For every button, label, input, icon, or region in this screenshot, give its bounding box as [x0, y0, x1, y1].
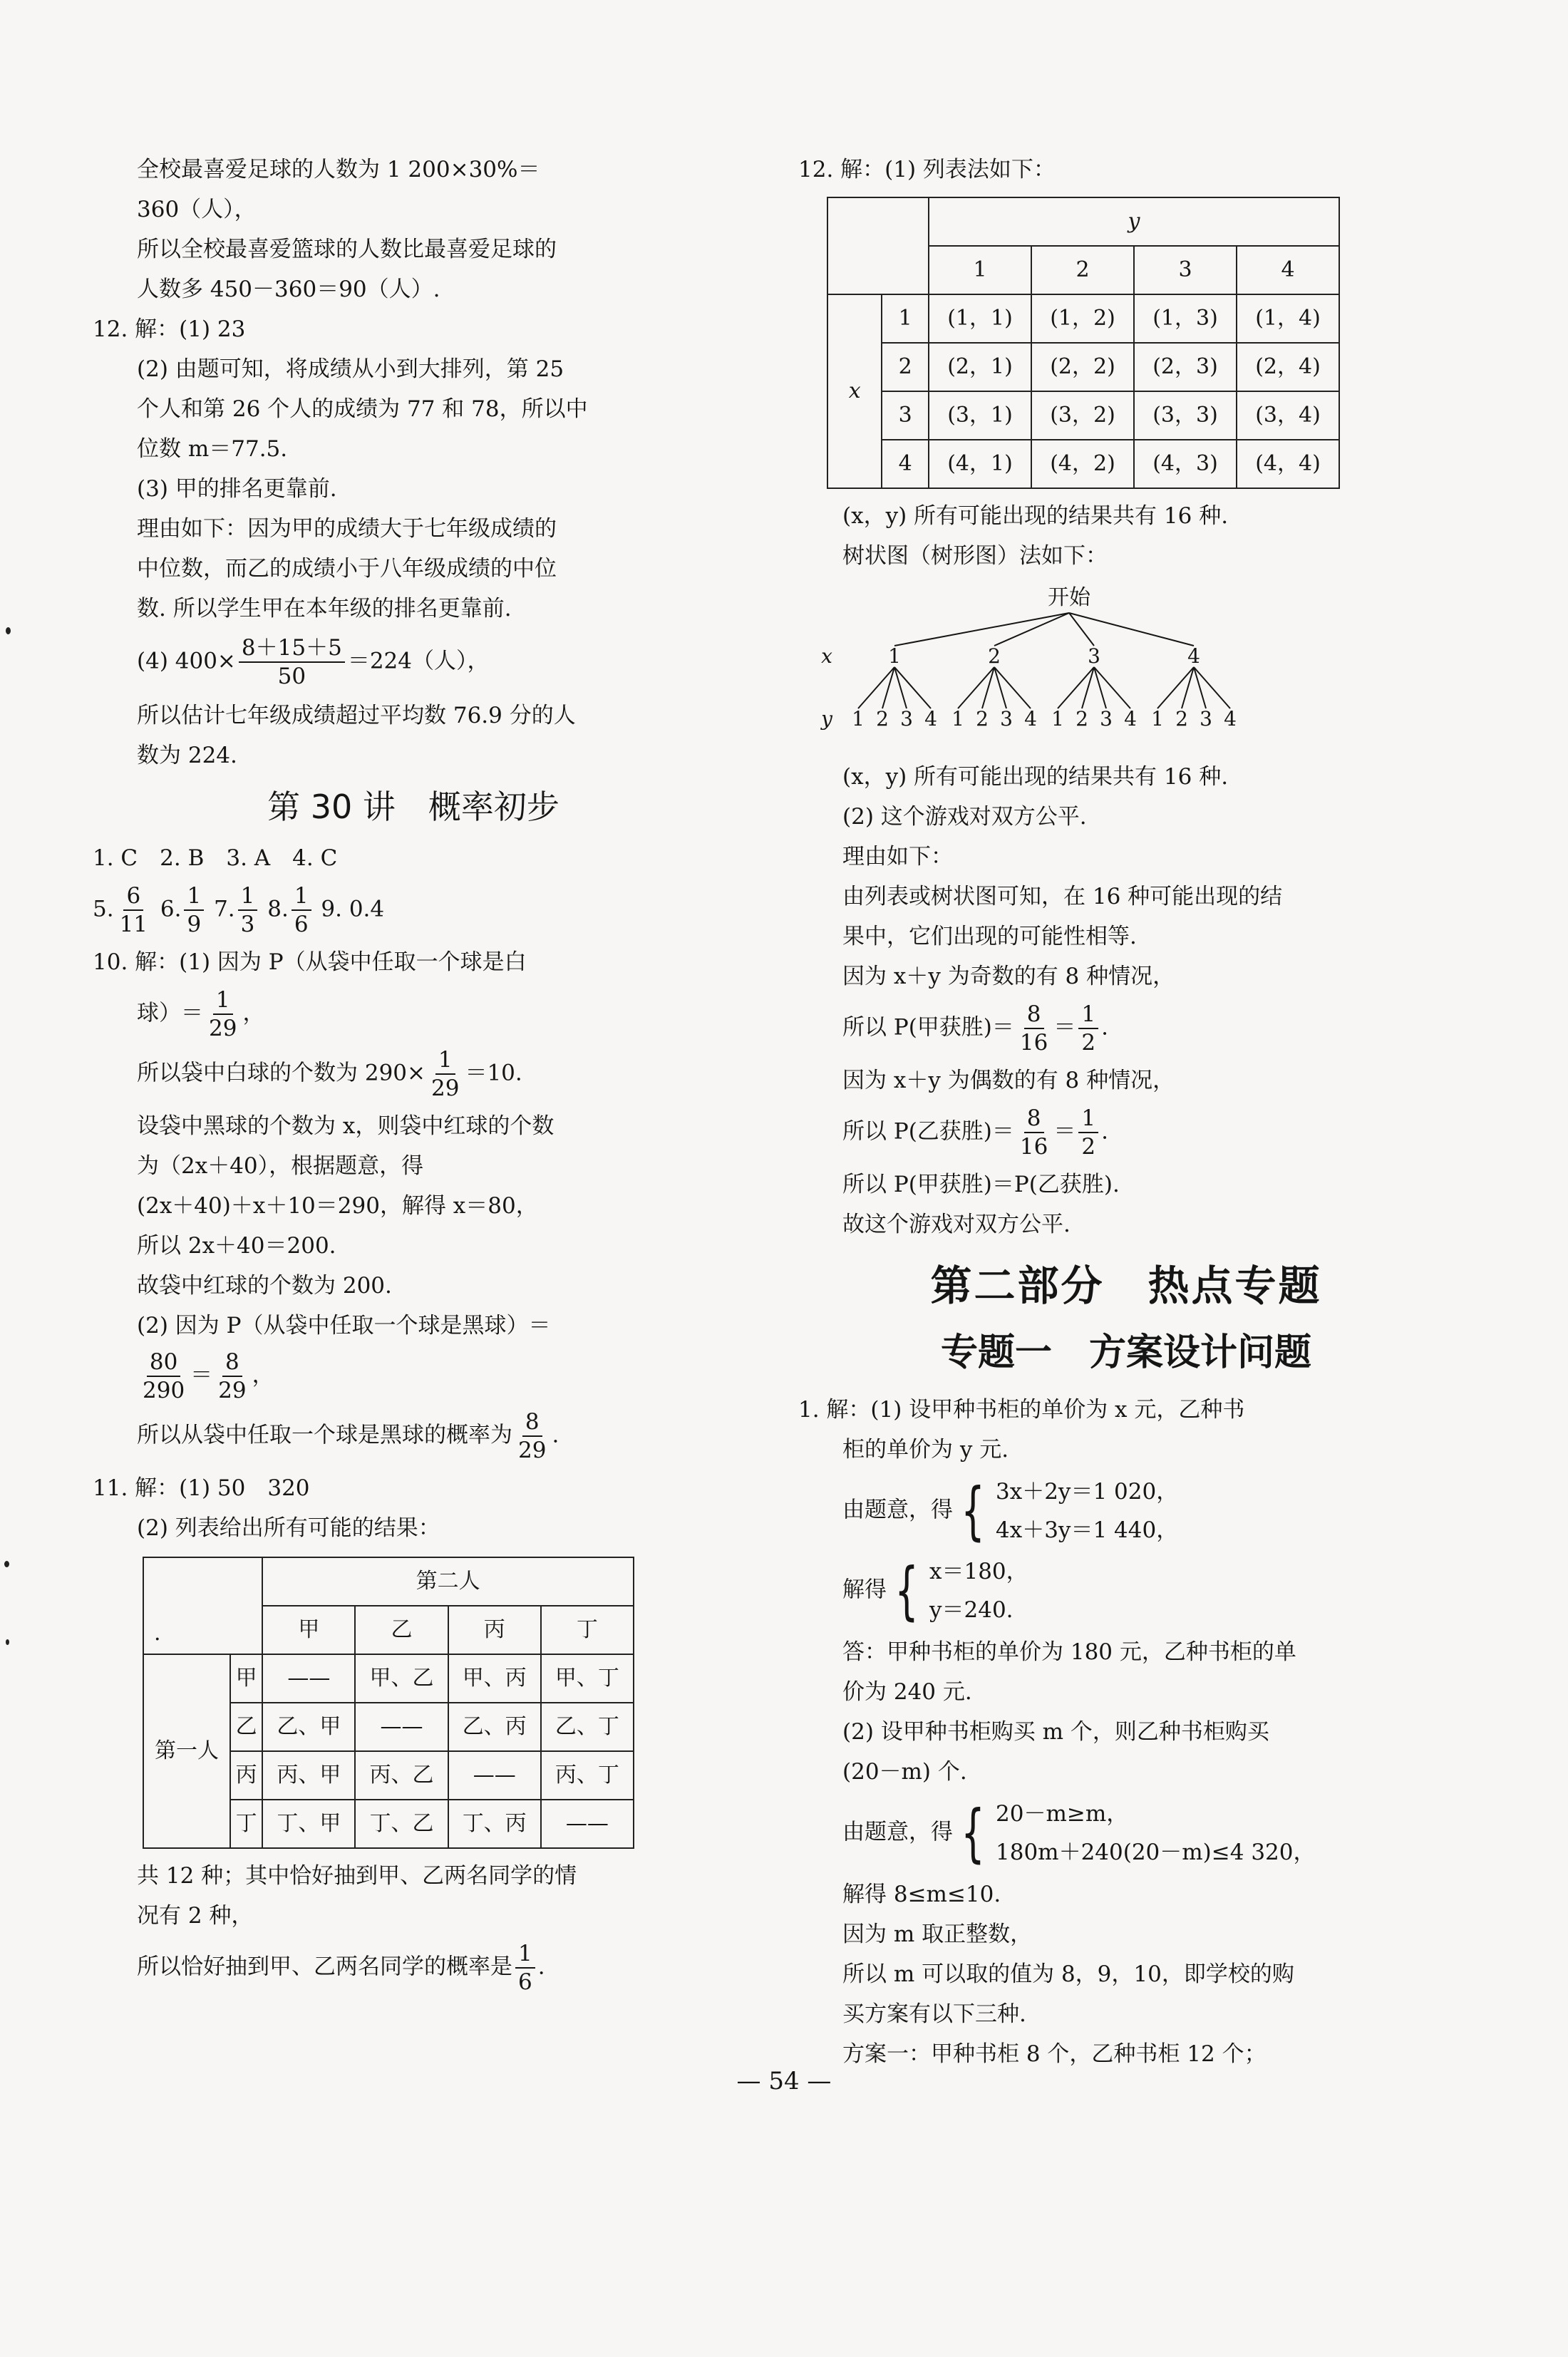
text-line: 买方案有以下三种.	[842, 2001, 1026, 2027]
fraction	[1078, 1105, 1098, 1160]
text-line: (2) 设甲种书柜购买 m 个，则乙种书柜购买	[842, 1719, 1269, 1745]
text-line: 理由如下：因为甲的成绩大于七年级成绩的	[137, 516, 557, 542]
table-cell: 乙、丁	[541, 1703, 634, 1751]
denominator: 16	[1019, 1030, 1048, 1056]
topic-title: 专题一 方案设计问题	[940, 1331, 1311, 1374]
table-cell: (3，2)	[1031, 391, 1134, 440]
text-span: 所以恰好抽到甲、乙两名同学的概率是	[137, 1954, 512, 1980]
formula-line	[93, 634, 734, 690]
pair-table	[827, 197, 1340, 489]
tree-leaf: 1	[852, 707, 865, 731]
table-cell: (2，4)	[1237, 343, 1339, 391]
table-cell: 丙、甲	[262, 1751, 355, 1800]
print-speck	[6, 1639, 9, 1645]
tree-diagram	[798, 583, 1340, 740]
table-cell: (1，2)	[1031, 294, 1134, 343]
fraction	[1017, 1001, 1051, 1056]
tree-leaf: 1	[1051, 707, 1064, 731]
col-header: 乙	[355, 1606, 448, 1654]
inequality-system	[953, 1795, 1316, 1872]
text-line: (2) 由题可知，将成绩从小到大排列，第 25	[137, 356, 564, 382]
table-cell: 丁、丙	[448, 1800, 541, 1848]
lecture-title: 第 30 讲 概率初步	[267, 788, 559, 826]
fraction	[1017, 1105, 1051, 1160]
brace-glyph: {	[894, 1554, 919, 1627]
text-line: 个人和第 26 个人的成绩为 77 和 78，所以中	[137, 396, 588, 422]
numerator: 8	[1024, 1105, 1044, 1133]
table-cell: (4，2)	[1031, 440, 1134, 488]
tree-node: 3	[1088, 644, 1100, 668]
brace-glyph: {	[961, 1474, 985, 1547]
equation: y＝240.	[929, 1597, 1013, 1623]
table-cell: (3，4)	[1237, 391, 1339, 440]
people-table	[143, 1557, 634, 1849]
system-line	[798, 1552, 1454, 1629]
fraction	[292, 882, 311, 938]
tree-leaf: 4	[1224, 707, 1237, 731]
equation: 4x＋3y＝1 440，	[996, 1517, 1179, 1543]
col-header: 3	[1134, 246, 1237, 294]
table-header: 第二人	[262, 1557, 634, 1606]
table-cell: ——	[541, 1800, 634, 1848]
text-span: (4) 400×	[137, 648, 236, 674]
denominator: 29	[218, 1378, 247, 1403]
col-header: 丙	[448, 1606, 541, 1654]
denominator: 50	[277, 664, 306, 689]
text-line: (20－m) 个.	[842, 1759, 967, 1785]
fraction	[215, 1348, 249, 1404]
table-row	[827, 440, 1339, 488]
text-span: ＝	[1053, 1118, 1076, 1145]
text-span: ＝10.	[465, 1060, 522, 1086]
tree-leaf: 4	[1024, 707, 1037, 731]
text-span: 球）＝	[137, 1000, 203, 1026]
text-line: (2x＋40)＋x＋10＝290，解得 x＝80，	[137, 1193, 538, 1219]
answer-label: 5.	[93, 896, 114, 922]
table-corner	[827, 197, 929, 294]
tree-node: 1	[888, 644, 901, 668]
text-span: ＝224（人），	[347, 648, 490, 674]
table-cell: 丙、丁	[541, 1751, 634, 1800]
tree-leaf: 3	[1000, 707, 1013, 731]
text-span: 所以从袋中任取一个球是黑球的概率为	[137, 1422, 512, 1448]
text-span: .	[537, 1954, 545, 1980]
tree-node: 2	[988, 644, 1001, 668]
table-row	[827, 391, 1339, 440]
denominator: 6	[518, 1969, 532, 1995]
fraction	[515, 1940, 535, 1996]
text-line: 1. 解：(1) 设甲种书柜的单价为 x 元，乙种书	[798, 1397, 1245, 1423]
row-header: 4	[882, 440, 929, 488]
numerator: 1	[1078, 1001, 1098, 1029]
numerator: 1	[238, 882, 258, 911]
table-row	[143, 1654, 634, 1703]
row-header: 丙	[230, 1751, 262, 1800]
numerator: 8	[1024, 1001, 1044, 1029]
tree-branch	[1069, 613, 1194, 646]
inequality: 20－m≥m，	[996, 1801, 1129, 1827]
table-cell: (1，1)	[929, 294, 1031, 343]
numerator: 8＋15＋5	[239, 634, 345, 663]
numerator: 1	[515, 1940, 535, 1969]
fraction	[140, 1348, 187, 1404]
table-cell: (3，1)	[929, 391, 1031, 440]
table-cell: 甲、乙	[355, 1654, 448, 1703]
print-speck	[6, 627, 11, 634]
table-cell: (2，3)	[1134, 343, 1237, 391]
text-line: 况有 2 种，	[137, 1903, 254, 1929]
text-line: 数. 所以学生甲在本年级的排名更靠前.	[137, 596, 512, 622]
numerator: 1	[1078, 1105, 1098, 1133]
text-span: 由题意，得	[842, 1819, 953, 1845]
col-header: 丁	[541, 1606, 634, 1654]
fraction	[239, 634, 345, 690]
formula-line	[93, 1408, 734, 1464]
fraction	[428, 1046, 462, 1102]
text-line: 故这个游戏对双方公平.	[842, 1212, 1071, 1237]
formula-line	[93, 1046, 734, 1102]
inequality: 180m＋240(20－m)≤4 320，	[996, 1840, 1316, 1865]
text-span: 所以袋中白球的个数为 290×	[137, 1060, 425, 1086]
tree-leaf: 1	[951, 707, 964, 731]
col-header: 1	[929, 246, 1031, 294]
text-line: 理由如下：	[842, 844, 953, 870]
fraction	[238, 882, 258, 938]
tree-y-label: y	[821, 707, 832, 731]
denominator: 29	[431, 1076, 460, 1101]
fraction	[1078, 1001, 1098, 1056]
table-cell: (1，3)	[1134, 294, 1237, 343]
text-line: 共 12 种；其中恰好抽到甲、乙两名同学的情	[137, 1863, 577, 1889]
text-line: 因为 m 取正整数，	[842, 1922, 1033, 1947]
text-line: (x，y) 所有可能出现的结果共有 16 种.	[842, 503, 1229, 529]
formula-line	[798, 1001, 1454, 1056]
text-line: 答：甲种书柜的单价为 180 元，乙种书柜的单	[842, 1639, 1296, 1665]
y-header: y	[929, 197, 1339, 246]
text-span: ＝	[190, 1362, 213, 1388]
text-line: 所以 P(甲获胜)＝P(乙获胜).	[842, 1172, 1120, 1197]
denominator: 29	[209, 1016, 237, 1041]
denominator: 29	[518, 1438, 547, 1463]
denominator: 290	[143, 1378, 185, 1403]
denominator: 3	[240, 912, 255, 937]
tree-leaf: 1	[1151, 707, 1164, 731]
text-line: 全校最喜爱足球的人数为 1 200×30%＝	[137, 157, 540, 182]
text-span: ，	[242, 1000, 265, 1026]
answers-fill	[93, 882, 734, 938]
equation-system	[887, 1552, 1028, 1629]
text-line: 方案一：甲种书柜 8 个，乙种书柜 12 个；	[842, 2041, 1267, 2067]
answer-label: 9. 0.4	[321, 896, 385, 922]
table-corner: .	[143, 1557, 262, 1654]
text-span: 解得	[842, 1577, 887, 1603]
text-span: 所以 P(乙获胜)＝	[842, 1118, 1014, 1145]
table-cell: ——	[262, 1654, 355, 1703]
right-column	[798, 150, 1454, 2074]
tree-root: 开始	[1048, 585, 1090, 610]
row-header: 丁	[230, 1800, 262, 1848]
table-cell: 乙、甲	[262, 1703, 355, 1751]
text-line: 因为 x＋y 为奇数的有 8 种情况，	[842, 964, 1175, 989]
text-span: 由题意，得	[842, 1497, 953, 1523]
table-cell: 丁、乙	[355, 1800, 448, 1848]
text-line: 柜的单价为 y 元.	[842, 1437, 1009, 1463]
text-line: 数为 224.	[137, 743, 237, 768]
text-span: .	[1101, 1118, 1108, 1145]
text-line: 位数 m＝77.5.	[137, 436, 288, 462]
text-line: (x，y) 所有可能出现的结果共有 16 种.	[842, 764, 1229, 790]
numerator: 1	[184, 882, 204, 911]
denominator: 11	[119, 912, 148, 937]
tree-leaf: 2	[876, 707, 889, 731]
table-cell: (3，3)	[1134, 391, 1237, 440]
tree-x-label: x	[821, 644, 832, 668]
text-span: .	[1101, 1014, 1108, 1041]
col-header: 2	[1031, 246, 1134, 294]
text-line: 所以估计七年级成绩超过平均数 76.9 分的人	[137, 703, 576, 728]
table-cell: 甲、丁	[541, 1654, 634, 1703]
text-line: 所以全校最喜爱篮球的人数比最喜爱足球的	[137, 237, 557, 262]
table-cell: ——	[448, 1751, 541, 1800]
question-10-head: 10. 解：(1) 因为 P（从袋中任取一个球是白	[93, 949, 527, 975]
formula-line	[93, 986, 734, 1042]
text-line: 果中，它们出现的可能性相等.	[842, 924, 1137, 949]
table-cell: 丙、乙	[355, 1751, 448, 1800]
text-line: 所以 m 可以取的值为 8，9，10，即学校的购	[842, 1961, 1294, 1987]
tree-branch	[894, 613, 1069, 646]
row-header: 乙	[230, 1703, 262, 1751]
numerator: 6	[123, 882, 143, 911]
table-cell: (4，3)	[1134, 440, 1237, 488]
row-header: 1	[882, 294, 929, 343]
text-line: 设袋中黑球的个数为 x，则袋中红球的个数	[137, 1113, 555, 1139]
denominator: 9	[187, 912, 202, 937]
text-span: .	[552, 1422, 559, 1448]
table-cell: 丁、甲	[262, 1800, 355, 1848]
row-header: 2	[882, 343, 929, 391]
table-cell: (2，2)	[1031, 343, 1134, 391]
text-line: 为（2x＋40），根据题意，得	[137, 1153, 424, 1179]
answer-label: 7.	[214, 896, 235, 922]
formula-line	[93, 1940, 734, 1996]
text-line: 360（人），	[137, 197, 257, 222]
formula-line	[798, 1105, 1454, 1160]
equation: 3x＋2y＝1 020，	[996, 1479, 1179, 1505]
text-line: 中位数，而乙的成绩小于八年级成绩的中位	[137, 556, 557, 582]
tree-node: 4	[1187, 644, 1200, 668]
question-12-head: 12. 解：(1) 列表法如下：	[798, 157, 1056, 182]
brace-glyph: {	[961, 1796, 985, 1869]
tree-branch	[994, 613, 1069, 646]
numerator: 8	[522, 1408, 542, 1437]
numerator: 80	[147, 1348, 180, 1377]
text-line: 所以 2x＋40＝200.	[137, 1233, 336, 1259]
text-line: (2) 列表给出所有可能的结果：	[137, 1515, 440, 1541]
numerator: 1	[213, 986, 233, 1015]
fraction	[206, 986, 239, 1042]
equation-system	[953, 1473, 1178, 1549]
left-column	[93, 150, 734, 2000]
text-line: (2) 因为 P（从袋中任取一个球是黑球）＝	[137, 1313, 551, 1339]
print-speck	[4, 1561, 9, 1567]
denominator: 2	[1081, 1030, 1096, 1056]
table-cell: (4，4)	[1237, 440, 1339, 488]
numerator: 8	[222, 1348, 242, 1377]
table-row	[827, 294, 1339, 343]
text-line: 树状图（树形图）法如下：	[842, 543, 1108, 569]
text-line: 故袋中红球的个数为 200.	[137, 1273, 392, 1299]
question-12-head: 12. 解：(1) 23	[93, 316, 246, 342]
text-line: (3) 甲的排名更靠前.	[137, 476, 337, 502]
denominator: 16	[1019, 1134, 1048, 1160]
fraction	[117, 882, 150, 938]
page-number: — 54 —	[736, 2067, 832, 2095]
denominator: 2	[1081, 1134, 1096, 1160]
tree-leaf: 4	[1124, 707, 1137, 731]
question-11-head: 11. 解：(1) 50 320	[93, 1475, 310, 1501]
text-line: 人数多 450－360＝90（人）.	[137, 277, 440, 302]
system-line	[798, 1795, 1454, 1872]
text-span: 所以 P(甲获胜)＝	[842, 1014, 1014, 1041]
text-line: 由列表或树状图可知，在 16 种可能出现的结	[842, 884, 1283, 909]
x-header: x	[827, 294, 882, 488]
text-line: 因为 x＋y 为偶数的有 8 种情况，	[842, 1068, 1175, 1093]
row-header: 3	[882, 391, 929, 440]
text-line: 解得 8≤m≤10.	[842, 1882, 1001, 1907]
answer-label: 6.	[160, 896, 182, 922]
system-line	[798, 1473, 1454, 1549]
denominator: 6	[294, 912, 309, 937]
formula-line	[93, 1348, 734, 1404]
col-header: 4	[1237, 246, 1339, 294]
text-line: (2) 这个游戏对双方公平.	[842, 804, 1087, 830]
tree-leaf: 2	[1076, 707, 1088, 731]
tree-leaf: 2	[1175, 707, 1188, 731]
numerator: 1	[435, 1046, 455, 1075]
text-line: 价为 240 元.	[842, 1679, 972, 1705]
table-cell: (1，4)	[1237, 294, 1339, 343]
table-cell: (4，1)	[929, 440, 1031, 488]
tree-leaf: 3	[1200, 707, 1212, 731]
fraction	[515, 1408, 549, 1464]
numerator: 1	[292, 882, 311, 911]
table-cell: (2，1)	[929, 343, 1031, 391]
answer-label: 8.	[267, 896, 289, 922]
row-group-label: 第一人	[143, 1654, 230, 1848]
table-cell: 乙、丙	[448, 1703, 541, 1751]
tree-leaf: 3	[1100, 707, 1113, 731]
equation: x＝180，	[929, 1559, 1028, 1584]
answers-mc: 1. C 2. B 3. A 4. C	[93, 845, 338, 871]
part-title: 第二部分 热点专题	[930, 1262, 1322, 1310]
text-span: ，	[252, 1362, 274, 1388]
tree-leaf: 2	[976, 707, 989, 731]
fraction	[184, 882, 204, 938]
text-span: ＝	[1053, 1014, 1076, 1041]
table-cell: 甲、丙	[448, 1654, 541, 1703]
col-header: 甲	[262, 1606, 355, 1654]
table-row	[827, 343, 1339, 391]
tree-leaf: 3	[900, 707, 913, 731]
table-cell: ——	[355, 1703, 448, 1751]
row-header: 甲	[230, 1654, 262, 1703]
tree-leaf: 4	[924, 707, 937, 731]
